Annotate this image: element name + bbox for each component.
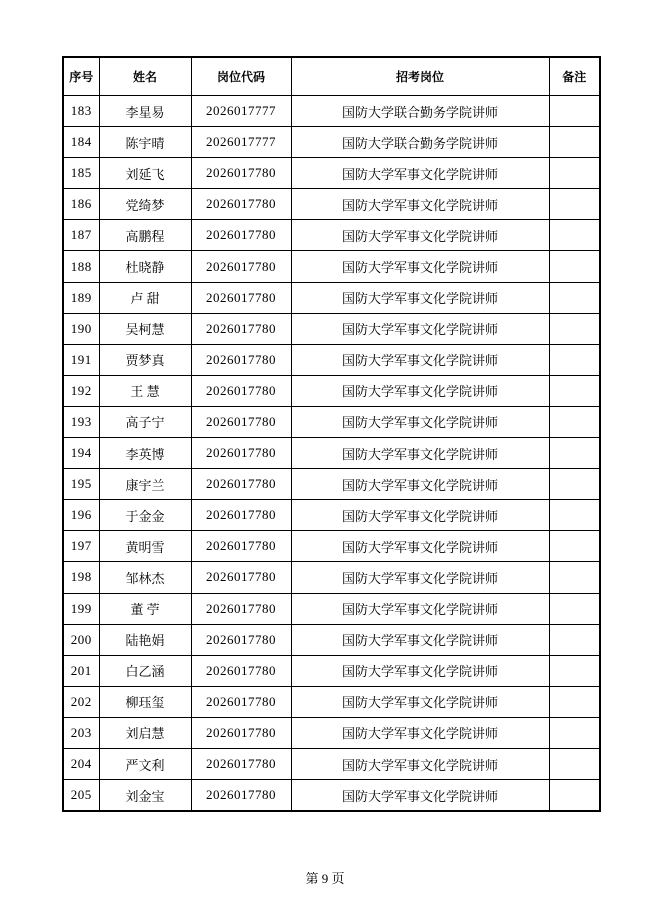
table-row [63,593,600,624]
cell-position-code: 2026017780 [191,748,291,779]
table-row [63,220,600,251]
cell-index: 190 [63,313,99,344]
cell-recruitment-position: 国防大学联合勤务学院讲师 [291,96,549,127]
cell-remark [549,562,600,593]
cell-name: 董 苧 [99,593,191,624]
cell-position-code: 2026017777 [191,127,291,158]
table-row [63,717,600,748]
cell-name: 卢 甜 [99,282,191,313]
col-header-remark: 备注 [549,57,600,96]
cell-name: 严文利 [99,748,191,779]
cell-recruitment-position: 国防大学军事文化学院讲师 [291,717,549,748]
cell-name: 黄明雪 [99,531,191,562]
cell-index: 194 [63,438,99,469]
cell-position-code: 2026017780 [191,562,291,593]
cell-position-code: 2026017780 [191,189,291,220]
cell-remark [549,406,600,437]
cell-name: 于金金 [99,500,191,531]
cell-index: 186 [63,189,99,220]
cell-position-code: 2026017780 [191,717,291,748]
cell-remark [549,344,600,375]
cell-position-code: 2026017780 [191,438,291,469]
cell-position-code: 2026017780 [191,313,291,344]
cell-recruitment-position: 国防大学军事文化学院讲师 [291,748,549,779]
cell-index: 195 [63,469,99,500]
cell-position-code: 2026017780 [191,655,291,686]
cell-remark [549,375,600,406]
table-row [63,780,600,812]
cell-index: 196 [63,500,99,531]
cell-name: 李星易 [99,96,191,127]
table-row [63,96,600,127]
table-row [63,189,600,220]
cell-name: 党绮梦 [99,189,191,220]
cell-recruitment-position: 国防大学军事文化学院讲师 [291,562,549,593]
col-header-index: 序号 [63,57,99,96]
cell-position-code: 2026017780 [191,220,291,251]
cell-recruitment-position: 国防大学军事文化学院讲师 [291,531,549,562]
table-row [63,655,600,686]
cell-recruitment-position: 国防大学军事文化学院讲师 [291,655,549,686]
table-row [63,562,600,593]
cell-remark [549,686,600,717]
cell-position-code: 2026017780 [191,780,291,812]
cell-remark [549,469,600,500]
cell-name: 杜晓静 [99,251,191,282]
table-row [63,686,600,717]
cell-name: 高子宁 [99,406,191,437]
table-row [63,438,600,469]
cell-index: 203 [63,717,99,748]
table-row [63,469,600,500]
cell-position-code: 2026017780 [191,251,291,282]
col-header-recruitment-position: 招考岗位 [291,57,549,96]
cell-index: 184 [63,127,99,158]
cell-position-code: 2026017780 [191,282,291,313]
col-header-position-code: 岗位代码 [191,57,291,96]
cell-remark [549,282,600,313]
cell-index: 197 [63,531,99,562]
cell-index: 205 [63,780,99,812]
cell-recruitment-position: 国防大学军事文化学院讲师 [291,282,549,313]
cell-name: 高鹏程 [99,220,191,251]
table-header-row [63,57,600,96]
cell-remark [549,189,600,220]
cell-index: 183 [63,96,99,127]
cell-index: 188 [63,251,99,282]
table-row [63,158,600,189]
table-row [63,531,600,562]
cell-name: 吴柯慧 [99,313,191,344]
table-row [63,344,600,375]
cell-recruitment-position: 国防大学军事文化学院讲师 [291,593,549,624]
cell-name: 王 慧 [99,375,191,406]
cell-name: 邹林杰 [99,562,191,593]
cell-index: 201 [63,655,99,686]
cell-index: 204 [63,748,99,779]
cell-remark [549,220,600,251]
table-row [63,251,600,282]
table-row [63,624,600,655]
cell-remark [549,313,600,344]
cell-position-code: 2026017780 [191,375,291,406]
cell-recruitment-position: 国防大学军事文化学院讲师 [291,251,549,282]
cell-remark [549,531,600,562]
cell-recruitment-position: 国防大学军事文化学院讲师 [291,158,549,189]
cell-position-code: 2026017780 [191,469,291,500]
cell-index: 187 [63,220,99,251]
cell-position-code: 2026017780 [191,531,291,562]
cell-index: 192 [63,375,99,406]
cell-recruitment-position: 国防大学军事文化学院讲师 [291,624,549,655]
table-row [63,500,600,531]
table-row [63,127,600,158]
cell-position-code: 2026017780 [191,593,291,624]
cell-name: 刘延飞 [99,158,191,189]
cell-recruitment-position: 国防大学军事文化学院讲师 [291,780,549,812]
cell-remark [549,438,600,469]
cell-index: 193 [63,406,99,437]
cell-recruitment-position: 国防大学军事文化学院讲师 [291,500,549,531]
cell-remark [549,655,600,686]
cell-recruitment-position: 国防大学军事文化学院讲师 [291,313,549,344]
cell-remark [549,748,600,779]
cell-position-code: 2026017780 [191,624,291,655]
cell-recruitment-position: 国防大学军事文化学院讲师 [291,375,549,406]
cell-position-code: 2026017780 [191,344,291,375]
cell-remark [549,127,600,158]
table-row [63,375,600,406]
cell-remark [549,593,600,624]
cell-name: 刘启慧 [99,717,191,748]
cell-index: 199 [63,593,99,624]
cell-name: 李英博 [99,438,191,469]
cell-name: 柳珏玺 [99,686,191,717]
cell-remark [549,158,600,189]
cell-recruitment-position: 国防大学军事文化学院讲师 [291,220,549,251]
table-row [63,313,600,344]
cell-name: 白乙涵 [99,655,191,686]
cell-remark [549,500,600,531]
cell-index: 200 [63,624,99,655]
cell-recruitment-position: 国防大学联合勤务学院讲师 [291,127,549,158]
cell-remark [549,717,600,748]
cell-index: 202 [63,686,99,717]
cell-name: 康宇兰 [99,469,191,500]
table-row [63,406,600,437]
cell-recruitment-position: 国防大学军事文化学院讲师 [291,189,549,220]
cell-name: 贾梦真 [99,344,191,375]
cell-position-code: 2026017780 [191,158,291,189]
cell-index: 189 [63,282,99,313]
cell-recruitment-position: 国防大学军事文化学院讲师 [291,469,549,500]
cell-remark [549,780,600,812]
table-row [63,282,600,313]
cell-name: 陆艳娟 [99,624,191,655]
cell-index: 198 [63,562,99,593]
page-number: 第 9 页 [305,871,345,886]
cell-position-code: 2026017777 [191,96,291,127]
table-body [63,96,600,812]
cell-remark [549,624,600,655]
cell-recruitment-position: 国防大学军事文化学院讲师 [291,438,549,469]
cell-recruitment-position: 国防大学军事文化学院讲师 [291,406,549,437]
cell-position-code: 2026017780 [191,500,291,531]
cell-index: 185 [63,158,99,189]
cell-name: 刘金宝 [99,780,191,812]
col-header-name: 姓名 [99,57,191,96]
table-row [63,748,600,779]
cell-name: 陈宇晴 [99,127,191,158]
cell-remark [549,251,600,282]
cell-recruitment-position: 国防大学军事文化学院讲师 [291,344,549,375]
cell-remark [549,96,600,127]
cell-index: 191 [63,344,99,375]
cell-position-code: 2026017780 [191,686,291,717]
recruitment-position-table [62,56,601,812]
cell-position-code: 2026017780 [191,406,291,437]
cell-recruitment-position: 国防大学军事文化学院讲师 [291,686,549,717]
